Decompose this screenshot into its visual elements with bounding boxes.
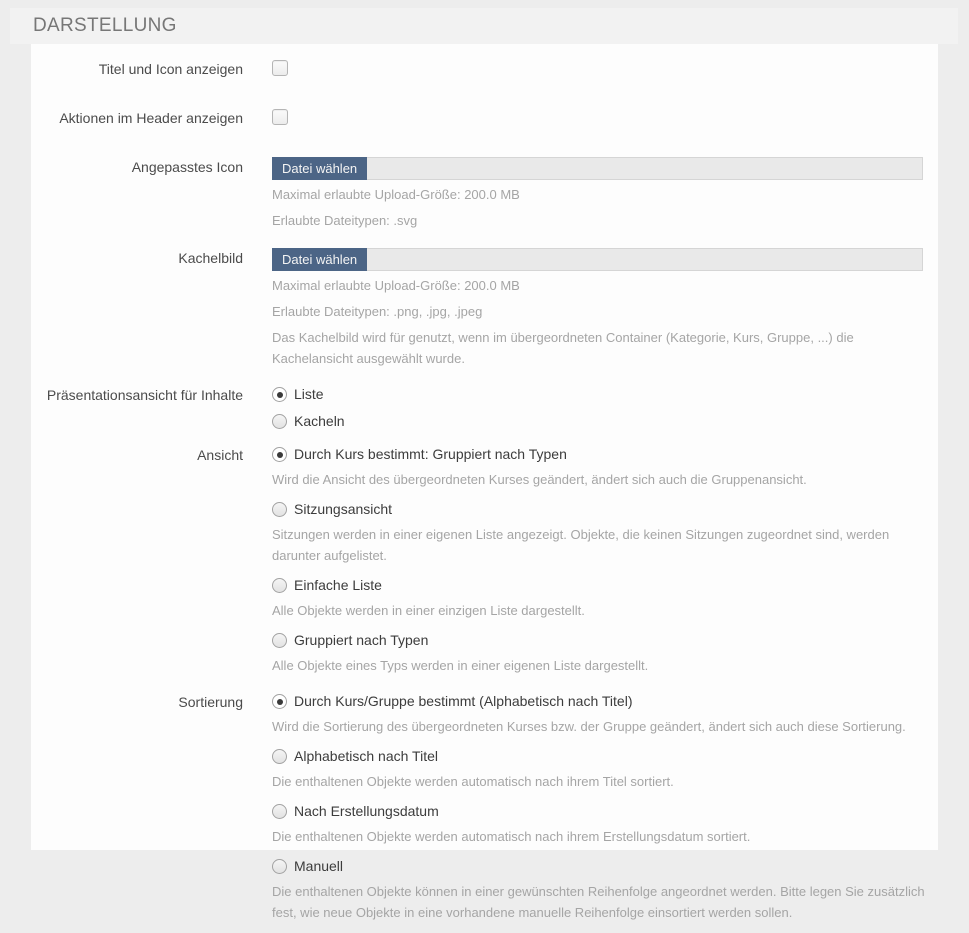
page-title: DARSTELLUNG <box>33 15 177 36</box>
radio-icon[interactable] <box>272 502 287 517</box>
radio-option-gruppiert-nach-typen[interactable]: Gruppiert nach Typen <box>272 631 930 650</box>
field-label: Kachelbild <box>178 250 243 266</box>
upload-size-info: Maximal erlaubte Upload-Größe: 200.0 MB <box>272 187 520 202</box>
radio-option-kacheln[interactable]: Kacheln <box>272 412 930 431</box>
radio-icon[interactable] <box>272 447 287 462</box>
radio-option-nach-erstellungsdatum[interactable]: Nach Erstellungsdatum <box>272 802 930 821</box>
option-byline: Wird die Sortierung des übergeordneten Kurses bzw. der Gruppe geändert, ändert sich auch diese Sortierung. <box>272 719 906 734</box>
radio-option-durch-kurs-bestimmt[interactable]: Durch Kurs bestimmt: Gruppiert nach Typen <box>272 445 930 464</box>
field-label: Sortierung <box>178 694 243 710</box>
form-row-kachelbild <box>31 248 938 369</box>
form-row-titel-icon <box>31 59 938 81</box>
radio-icon[interactable] <box>272 578 287 593</box>
file-name-track[interactable] <box>367 248 923 271</box>
option-byline: Alle Objekte eines Typs werden in einer eigenen Liste dargestellt. <box>272 658 649 673</box>
panel-header <box>10 8 958 44</box>
upload-size-info: Maximal erlaubte Upload-Größe: 200.0 MB <box>272 278 520 293</box>
option-byline: Die enthaltenen Objekte können in einer gewünschten Reihenfolge angeordnet werden. Bitte legen Sie zusätzlich fest, wie neue Objekte in eine vorhandene manuelle Reihenfolge einsortiert werden sollen. <box>272 884 925 920</box>
radio-option-liste[interactable]: Liste <box>272 385 930 404</box>
radio-option-durch-kurs-gruppe-bestimmt[interactable]: Durch Kurs/Gruppe bestimmt (Alphabetisch nach Titel) <box>272 692 930 711</box>
field-label: Titel und Icon anzeigen <box>98 61 243 77</box>
radio-option-alphabetisch-nach-titel[interactable]: Alphabetisch nach Titel <box>272 747 930 766</box>
file-input-kachelbild[interactable] <box>272 248 923 271</box>
checkbox-titel-und-icon[interactable] <box>272 60 288 76</box>
radio-icon[interactable] <box>272 804 287 819</box>
field-byline: Das Kachelbild wird für genutzt, wenn im übergeordneten Container (Kategorie, Kurs, Gruppe, ...) die Kachelansicht ausgewählt wurde. <box>272 330 854 366</box>
choose-file-button[interactable]: Datei wählen <box>272 248 367 271</box>
darstellung-form <box>31 44 938 920</box>
field-label: Ansicht <box>197 447 243 463</box>
radio-icon[interactable] <box>272 633 287 648</box>
option-byline: Wird die Ansicht des übergeordneten Kurses geändert, ändert sich auch die Gruppenansicht. <box>272 472 807 487</box>
radio-option-manuell[interactable]: Manuell <box>272 857 930 876</box>
option-byline: Die enthaltenen Objekte werden automatisch nach ihrem Titel sortiert. <box>272 774 674 789</box>
radio-option-sitzungsansicht[interactable]: Sitzungsansicht <box>272 500 930 519</box>
form-row-angepasstes-icon <box>31 157 938 232</box>
choose-file-button[interactable]: Datei wählen <box>272 157 367 180</box>
radio-icon[interactable] <box>272 749 287 764</box>
radio-icon[interactable] <box>272 694 287 709</box>
field-label: Aktionen im Header anzeigen <box>59 110 243 126</box>
form-row-sortierung <box>31 692 938 933</box>
form-row-praesentationsansicht <box>31 385 938 439</box>
field-label: Angepasstes Icon <box>131 159 243 175</box>
radio-icon[interactable] <box>272 859 287 874</box>
option-byline: Die enthaltenen Objekte werden automatisch nach ihrem Erstellungsdatum sortiert. <box>272 829 751 844</box>
file-input-angepasstes-icon[interactable] <box>272 157 923 180</box>
filetypes-info: Erlaubte Dateitypen: .png, .jpg, .jpeg <box>272 304 483 319</box>
form-row-aktionen-header <box>31 108 938 130</box>
field-label: Präsentationsansicht für Inhalte <box>46 387 243 403</box>
file-name-track[interactable] <box>367 157 923 180</box>
radio-option-einfache-liste[interactable]: Einfache Liste <box>272 576 930 595</box>
form-row-ansicht <box>31 445 938 686</box>
radio-icon[interactable] <box>272 414 287 429</box>
filetypes-info: Erlaubte Dateitypen: .svg <box>272 213 418 228</box>
option-byline: Alle Objekte werden in einer einzigen Liste dargestellt. <box>272 603 585 618</box>
checkbox-aktionen-im-header[interactable] <box>272 109 288 125</box>
option-byline: Sitzungen werden in einer eigenen Liste angezeigt. Objekte, die keinen Sitzungen zugeordnet sind, werden darunter aufgelistet. <box>272 527 890 563</box>
radio-icon[interactable] <box>272 387 287 402</box>
